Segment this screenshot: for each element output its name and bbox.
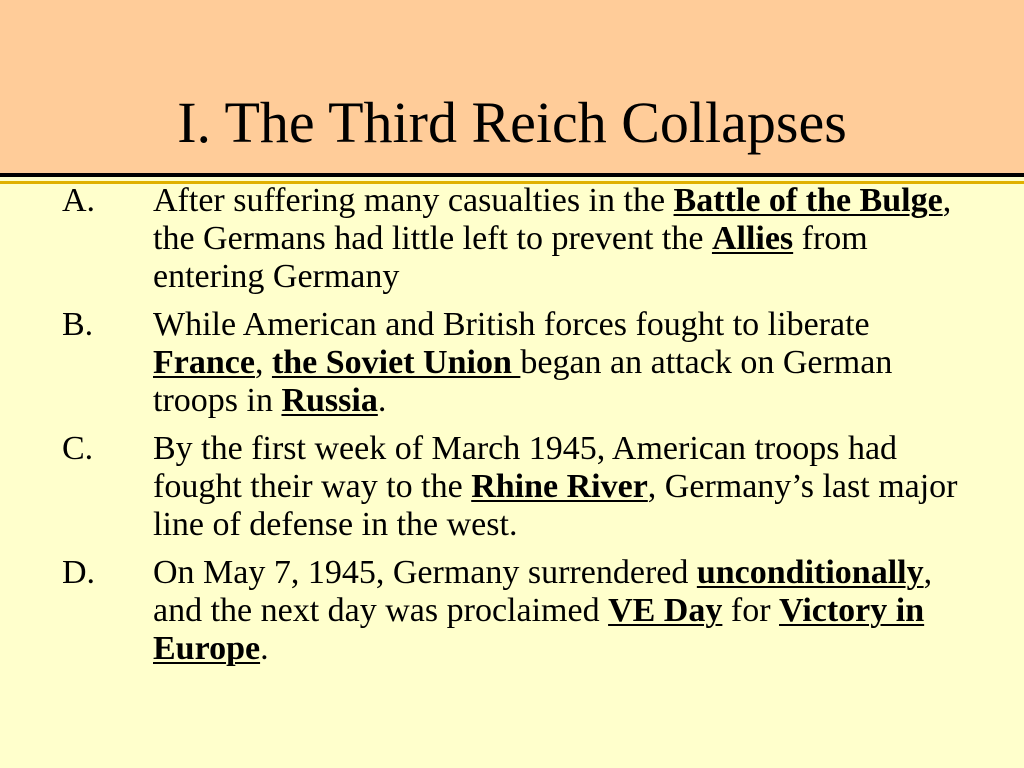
text-run: By the first week of March 1945, American troops had fought their way to the [153,430,898,505]
text-run: , and the next day was proclaimed [153,554,933,629]
bullet-c [0,430,1024,544]
text-run: , Germany’s last major line of defense in the west. [153,468,958,543]
bullet-text [153,306,983,420]
slide-title: I. The Third Reich Collapses [177,90,847,155]
key-term: Battle of the Bulge [673,182,943,219]
text-run: While American and British forces fought to liberate [153,306,870,343]
text-run: On May 7, 1945, Germany surrendered [153,554,697,591]
key-term: the Soviet Union [271,344,521,381]
key-term: VE Day [608,592,723,629]
key-term: Russia [281,382,378,419]
bullet-list [0,182,1024,678]
text-run: began an attack on German troops in [153,344,893,419]
bullet-text [153,554,983,668]
text-run: for [722,592,780,629]
bullet-marker: D. [62,554,96,591]
bullet-b [0,306,1024,420]
text-run: . [260,630,269,667]
text-run: After suffering many casualties in the [153,182,674,219]
bullet-d [0,554,1024,668]
bullet-marker: B. [62,306,94,343]
title-divider-dark [0,173,1024,177]
bullet-text [153,182,983,296]
bullet-marker: A. [62,182,96,219]
text-run: from entering Germany [153,220,868,295]
text-run: , [254,344,272,381]
key-term: unconditionally [696,554,924,591]
key-term: France [153,344,255,381]
key-term: Rhine River [471,468,648,505]
key-term: Allies [711,220,794,257]
text-run: . [377,382,387,419]
key-term: Victory in Europe [153,592,925,667]
bullet-text [153,430,983,544]
bullet-marker: C. [62,430,94,467]
bullet-a [0,182,1024,296]
text-run: , the Germans had little left to prevent the [153,182,952,257]
